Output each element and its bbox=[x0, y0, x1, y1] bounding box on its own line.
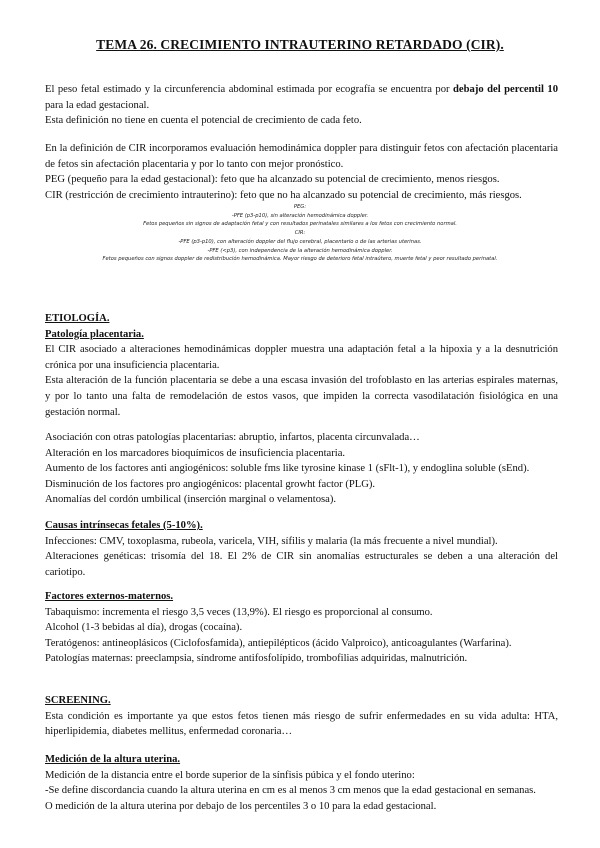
list-item: Alteración en los marcadores bioquímicos de insuficiencia placentaria. bbox=[45, 447, 346, 459]
screening-heading: SCREENING. bbox=[45, 695, 111, 706]
intrinsecas-paragraph: Infecciones: CMV, toxoplasma, rubeola, varicela, VIH, sífilis y malaria (la más frecuente a nivel mundial). bbox=[45, 535, 498, 547]
percentile-highlight: debajo del percentil 10 bbox=[453, 84, 558, 95]
list-item: Aumento de los factores anti angiogénicos: soluble fms like tyrosine kinase 1 (sFlt-1), y endoglina soluble (sEnd). bbox=[45, 463, 530, 475]
note-line: -PFE (<p3), con independencia de la alteración hemodinámica doppler. bbox=[207, 247, 393, 254]
definition-paragraph: En la definición de CIR incorporamos evaluación hemodinámica doppler para distinguir fetos con afectación placentaria de fetos sin afectación placentaria y por lo tanto con mejor pronóstico. bbox=[45, 143, 558, 170]
document-title: TEMA 26. CRECIMIENTO INTRAUTERINO RETARDADO (CIR). bbox=[96, 37, 504, 52]
peg-definition: PEG (pequeño para la edad gestacional): feto que ha alcanzado su potencial de crecimiento, menos riesgos. bbox=[45, 174, 500, 186]
list-item: Patologías maternas: preeclampsia, síndrome antifosfolípido, trombofilias adquiridas, malnutrición. bbox=[45, 653, 468, 665]
list-item: Disminución de los factores pro angiogénicos: placental growht factor (PLG). bbox=[45, 478, 376, 490]
note-line: PEG: bbox=[293, 204, 307, 210]
list-item: Medición de la distancia entre el borde superior de la sínfisis púbica y el fondo uterino: bbox=[45, 769, 415, 781]
note-line: Fetos pequeños sin signos de adaptación fetal y con resultados perinatales similares a los fetos con crecimiento normal. bbox=[143, 221, 457, 228]
screening-paragraph: Esta condición es importante ya que estos fetos tienen más riesgo de sufrir enfermedades en su vida adulta: HTA, hiperlipidemia, diabetes mellitus, enfermedad coronaria… bbox=[45, 710, 558, 738]
intro-note: Esta definición no tiene en cuenta el potencial de crecimiento de cada feto. bbox=[45, 115, 362, 127]
note-line: CIR: bbox=[294, 230, 306, 237]
cir-definition: CIR (restricción de crecimiento intrauterino): feto que no ha alcanzado su potencial de crecimiento, más riesgos. bbox=[45, 189, 522, 201]
placenta-list bbox=[45, 430, 558, 508]
intrinsecas-paragraph: Alteraciones genéticas: trisomía del 18. El 2% de CIR sin anomalías estructurales se deben a una alteración del cariotipo. bbox=[45, 551, 558, 578]
list-item: Alcohol (1-3 bebidas al día), drogas (cocaína). bbox=[45, 622, 243, 634]
placenta-paragraph: Esta alteración de la función placentaria se debe a una escasa invasión del trofoblasto en las arterias espirales maternas, y por lo tanto una falta de remodelación de estos vasos, que impiden la correcta vasodilatación fisiológica en una gestación normal. bbox=[45, 375, 558, 418]
etiologia-heading: ETIOLOGÍA. bbox=[45, 313, 110, 324]
list-item: Asociación con otras patologías placentarias: abruptio, infartos, placenta circunvalada… bbox=[45, 432, 420, 443]
definition-section bbox=[45, 141, 558, 203]
screening-section bbox=[45, 693, 558, 740]
list-item: O medición de la altura uterina por debajo de los percentiles 3 o 10 para la edad gestacional. bbox=[45, 800, 437, 812]
intro-paragraph bbox=[45, 82, 558, 113]
altura-section bbox=[45, 752, 558, 814]
list-item: Anomalías del cordón umbilical (inserción marginal o velamentosa). bbox=[45, 494, 337, 506]
intro-section bbox=[45, 82, 558, 129]
note-line: Fetos pequeños con signos doppler de redistribución hemodinámica. Mayor riesgo de deterioro fetal intraútero, muerte fetal y peor resultado perinatal. bbox=[102, 256, 498, 263]
externos-heading: Factores externos-maternos. bbox=[45, 591, 174, 602]
intrinsecas-heading: Causas intrínsecas fetales (5-10%). bbox=[45, 520, 203, 531]
placenta-paragraph: El CIR asociado a alteraciones hemodinámicas doppler muestra una adaptación fetal a la hipoxia y a la desnutrición crónica por una insuficiencia placentaria. bbox=[45, 344, 558, 371]
altura-heading: Medición de la altura uterina. bbox=[45, 754, 181, 765]
note-line: -PFE (p3-p10), sin alteración hemodinámica doppler. bbox=[231, 212, 369, 219]
classification-notes bbox=[40, 203, 560, 264]
list-item: -Se define discordancia cuando la altura uterina en cm es al menos 3 cm menos que la edad gestacional en semanas. bbox=[45, 785, 536, 797]
list-item: Tabaquismo: incrementa el riesgo 3,5 veces (13,9%). El riesgo es proporcional al consumo. bbox=[45, 606, 433, 618]
note-line: -PFE (p3-p10), con alteración doppler del flujo cerebral, placentario o de las arterias uterinas. bbox=[178, 238, 422, 245]
intro-text-end: para la edad gestacional. bbox=[45, 99, 150, 111]
intro-text: El peso fetal estimado y la circunferencia abdominal estimada por ecografía se encuentra por bbox=[45, 84, 454, 95]
placenta-heading: Patología placentaria. bbox=[45, 328, 144, 340]
list-item: Teratógenos: antineoplásicos (Ciclofosfamida), antiepilépticos (ácido Valproico), anticoagulantes (Warfarina). bbox=[45, 637, 512, 649]
intrinsecas-section bbox=[45, 518, 558, 580]
externos-section bbox=[45, 589, 558, 667]
etiologia-section bbox=[45, 311, 558, 420]
